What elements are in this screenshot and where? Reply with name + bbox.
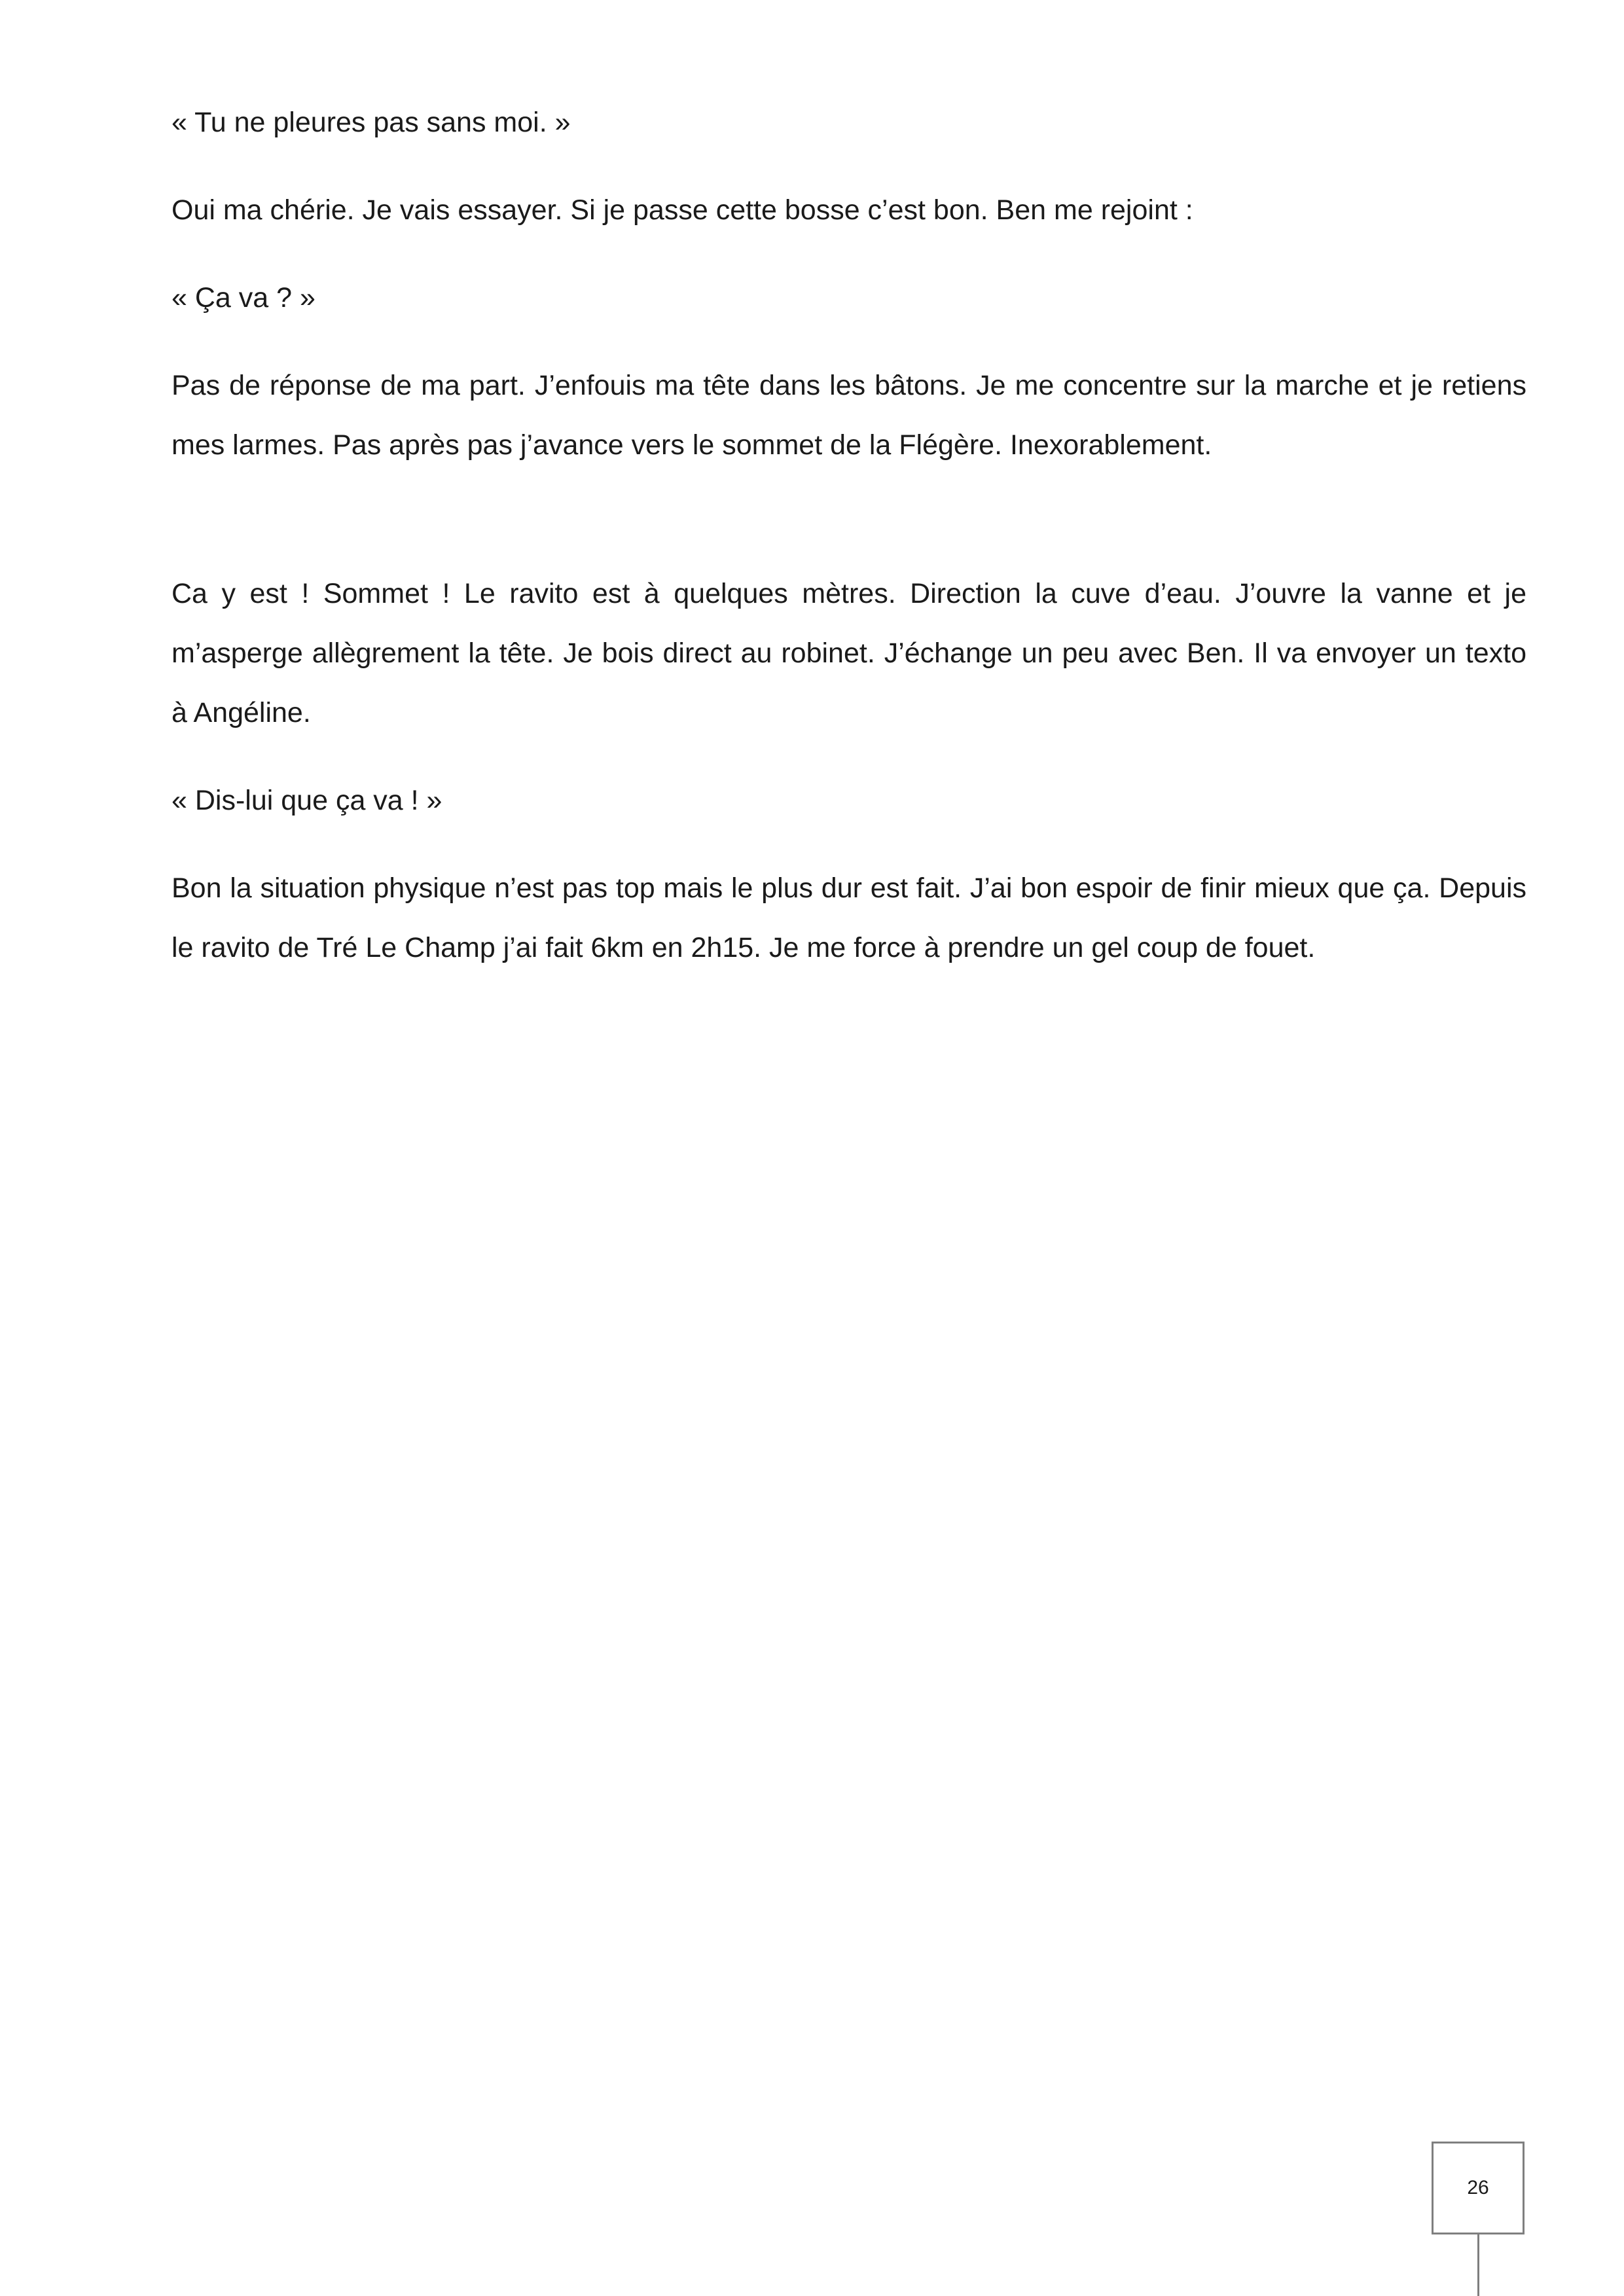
paragraph-quote-tu-ne-pleures: « Tu ne pleures pas sans moi. » (171, 107, 571, 138)
paragraph-sommet: Ca y est ! Sommet ! Le ravito est à quelques mètres. Direction la cuve d’eau. J’ouvre la vanne et je m’asperge allègrement la tête. Je bois direct au robinet. J’échange un peu avec Ben. Il va envoyer un texto à Angéline. (171, 578, 1526, 728)
paragraph-quote-ca-va: « Ça va ? » (171, 282, 316, 314)
paragraph-quote-dis-lui: « Dis-lui que ça va ! » (171, 785, 442, 816)
paragraph-situation-physique: Bon la situation physique n’est pas top mais le plus dur est fait. J’ai bon espoir de finir mieux que ça. Depuis le ravito de Tré Le Champ j’ai fait 6km en 2h15. Je me force à prendre un gel coup de fouet. (171, 872, 1526, 963)
page-number-connector-line (1477, 2234, 1479, 2296)
paragraph-oui-ma-cherie: Oui ma chérie. Je vais essayer. Si je passe cette bosse c’est bon. Ben me rejoint : (171, 194, 1193, 226)
page-number: 26 (1467, 2177, 1489, 2198)
paragraph-pas-de-reponse: Pas de réponse de ma part. J’enfouis ma tête dans les bâtons. Je me concentre sur la marche et je retiens mes larmes. Pas après pas j’avance vers le sommet de la Flégère. Inexorablement. (171, 370, 1526, 461)
text-body (171, 93, 1526, 1006)
page-number-box (1432, 2142, 1525, 2234)
